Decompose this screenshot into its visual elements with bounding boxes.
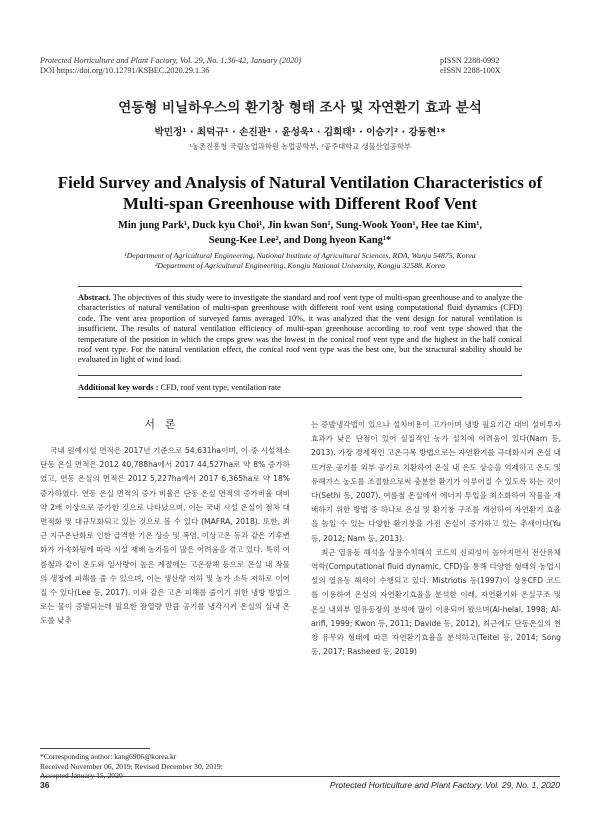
journal-footer-text: Protected Horticulture and Plant Factory, Vol. 29, No. 1, 2020 <box>329 780 560 790</box>
abstract <box>78 293 522 366</box>
authors-english <box>0 218 600 248</box>
keywords <box>78 383 522 392</box>
affiliation-english-1: ¹Department of Agricultural Engineering, National Institute of Agricultural Sciences, RDA, Wanju 54875, Korea <box>124 251 476 260</box>
left-paragraph-1: 국내 원예시설 면적은 2017년 기준으로 54,631ha이며, 이 중 시설채소 단동 온실 면적은 2012 40,788ha에서 2017 44,527ha로 약 8% 증가하였고, 연동 온실의 면적은 2012 5,227ha에서 2017 6,365ha로 약 18% 증가하였다. 연동 온실 면적의 증가 비율은 단동 온실 면적의 증가비율 대비 약 2배 이상으로 증가한 것으로 나타났으며, 이는 국내 시설 온실이 점차 대면적화 및 대규모화되고 있는 것으로 볼 수 있다 (MAFRA, 2018). 또한, 최근 지구온난화로 인한 급격한 기온 상승 및 폭염, 이상고온 등과 같은 기후변화가 가속화됨에 따라 시설 재배 농가들이 많은 어려움을 겪고 있다. 특히 여름철과 같이 온도와 일사량이 높은 계절에는 고온장해 등으로 온실 내 작물의 생장에 피해를 줄 수 있으며, 이는 생산량 저하 및 농가 소득 저하로 이어질 수 있다(Lee 등, 2017). 이와 같은 고온 피해를 줄이기 위한 냉방 방법으로는 물이 증발되는데 필요한 잠열량 만큼 공기를 냉각시켜 온실의 실내 온도를 낮추 <box>40 446 290 626</box>
title-english-line1: Field Survey and Analysis of Natural Ventilation Characteristics of <box>57 173 543 192</box>
left-column <box>40 444 290 629</box>
footnote-corresponding: *Corresponding author: kang6906@korea.kr <box>40 752 177 761</box>
affiliations-korean: ¹농촌진흥청 국립농업과학원 농업공학부, ²공주대학교 생물산업공학부 <box>189 142 411 151</box>
affiliation-english-2: ²Department of Agricultural Engineering, Kongju National University, Kongju 32588, Korea <box>155 261 445 270</box>
right-paragraph-2: 최근 열유동 해석을 상용수치해석 코드의 신뢰성이 높아지면서 전산유체역학(Computational fluid dynamic, CFD)을 통해 다양한 형태의 농업시설의 열유동 해석이 수행되고 있다. Mistriotis 등(1997)이 상용CFD 코드를 이용하여 온실의 자연환기효율을 분석한 이래, 자연환기와 온실구조 및 온실 내외부 열유동장의 분석에 많이 이용되어 왔으며(Al-helal, 1998; Al-arifi, 1999; Kwon 등, 2011; Davide 등, 2012), 최근에도 단동온실의 천창 유무와 형태에 따른 자연환기효율을 분석하고(Teitel 등, 2014; Song 등, 2017; Rasheed 등, 2019) <box>311 547 561 657</box>
keywords-text: CFD, roof vent type, ventilation rate <box>160 383 281 392</box>
footer-rule <box>40 776 560 777</box>
right-column <box>311 418 561 659</box>
footnote-dates: Received November 06, 2019; Revised December 30, 2019; <box>40 761 223 771</box>
page-number: 36 <box>40 780 50 790</box>
footnote-rule <box>40 748 150 749</box>
authors-korean: 박민정¹ · 최덕규¹ · 손진관¹ · 윤성욱¹ · 김희태¹ · 이승기² · 강동현¹* <box>154 127 446 138</box>
doi-line[interactable]: DOI https://doi.org/10.12791/KSBEC.2020.29.1.36 <box>40 66 210 75</box>
title-korean: 연동형 비닐하우스의 환기창 형태 조사 및 자연환기 효과 분석 <box>118 100 482 116</box>
abstract-top-rule <box>78 286 522 287</box>
right-paragraph-1: 는 증발냉각법이 있으나 설치비용이 고가이며 냉방 필요기간 대비 설비투자 효과가 낮은 단점이 있어 실질적인 농가 설치에 어려움이 있다(Nam 등, 2013). 가장 경제적인 고온극복 방법으로는 자연환기를 극대화시켜 온실 내 뜨거운 공기를 외부 공기로 치환하여 온실 내 온도 상승을 억제하고 온도 및 유해가스 농도를 조절함으로써 충분한 환기가 이루어질 수 있도록 하는 것이다(Sethi 등, 2007). 여름철 온실에서 에너지 투입을 최소화하여 작물을 재배하기 위한 방법 중 하나로 온실 및 환기창 구조를 개선하여 자연환기 효율을 높일 수 있는 다양한 환기창을 가진 온실이 증가하고 있는 추세이다(Yu 등, 2012; Nam 등, 2013). <box>311 420 561 543</box>
title-english <box>0 172 600 214</box>
journal-line: Protected Horticulture and Plant Factory, Vol. 29, No. 1:36-42, January (2020) <box>40 56 302 65</box>
section-title-introduction: 서론 <box>144 418 186 431</box>
pissn: pISSN 2288-0992 <box>440 56 500 65</box>
authors-english-line2: Seung-Kee Lee², and Dong hyeon Kang¹* <box>208 235 392 246</box>
abstract-label: Abstract. <box>78 293 111 302</box>
abstract-text: The objectives of this study were to investigate the standard and roof vent type of multi-span greenhouse and to analyze the characteristics of natural ventilation of multi-span greenhouse with different roof vent using computational fluid dynamics (CFD) code. The vent area proportion of surveyed farms averaged 10%, it was analyzed that the vent design for natural ventilation is insufficient. The results of natural ventilation efficiency of multi-span greenhouse according to roof vent type showed that the temperature of the position in which the crops grew was the lowest in the conical roof vent type and the highest in the half conical roof vent type. For the natural ventilation effect, the conical roof vent type was the best one, but the structural stability should be evaluated in light of wind load. <box>78 293 523 365</box>
journal-footer <box>300 780 560 790</box>
authors-english-line1: Min jung Park¹, Duck kyu Choi¹, Jin kwan Son¹, Sung-Wook Yoon¹, Hee tae Kim¹, <box>118 220 482 231</box>
affiliations-english <box>0 251 600 271</box>
journal-citation <box>40 56 301 66</box>
title-english-line2: Multi-span Greenhouse with Different Roof Vent <box>122 194 477 213</box>
footnote-accepted: Accepted January 15, 2020 <box>40 771 123 781</box>
eissn: eISSN 2288-100X <box>440 66 501 75</box>
abstract-bottom-rule <box>78 397 522 398</box>
keywords-label: Additional key words : <box>78 383 159 392</box>
abstract-mid-rule <box>78 375 522 376</box>
